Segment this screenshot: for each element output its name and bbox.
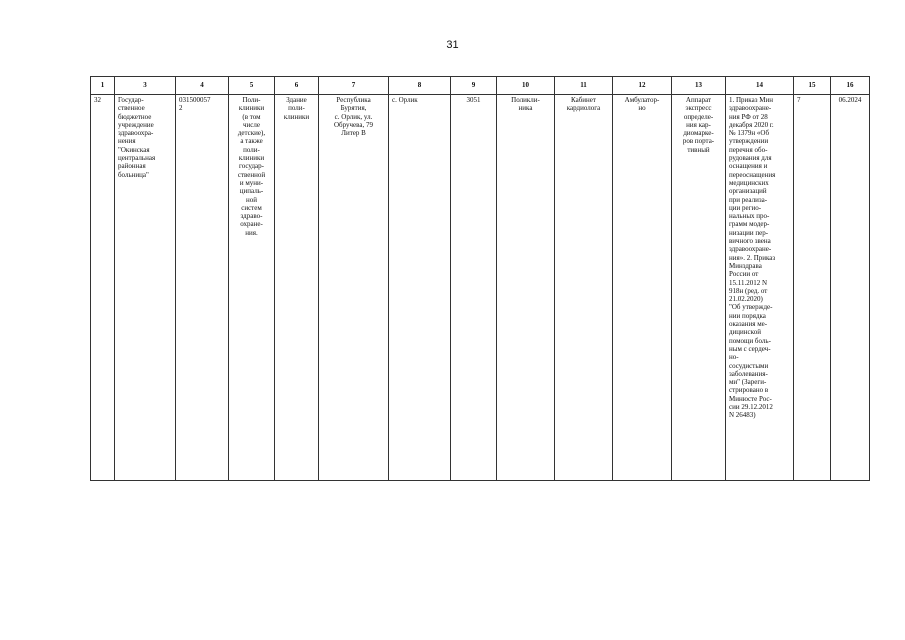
cell-line: организаций (729, 187, 767, 196)
cell-line: Республика (336, 96, 371, 104)
cell-line: перечня обо- (729, 145, 768, 154)
col-header: 7 (319, 77, 389, 95)
cell-line: (в том (242, 112, 261, 121)
col-header: 10 (497, 77, 555, 95)
cell-number (451, 95, 497, 481)
cell-line: здравоохране- (729, 245, 772, 254)
cell-line: Минюсте Рос- (729, 394, 772, 403)
cell-line: 32 (94, 96, 101, 104)
cell-line: 3051 (466, 96, 481, 104)
col-header: 13 (672, 77, 726, 95)
cell-line: низации пер- (729, 228, 769, 237)
cell-line: ципаль- (239, 187, 264, 196)
cell-care-mode (613, 95, 672, 481)
cell-line: клиники (238, 104, 265, 113)
cell-line: стрировано в (729, 386, 769, 395)
cell-line: Здание (286, 96, 307, 104)
cell-line: здравоохра- (118, 129, 154, 138)
cell-line: дицинской (729, 328, 761, 337)
cell-line: при реализа- (729, 195, 768, 204)
cell-line: районная (118, 162, 146, 171)
cell-line: ния». 2. Приказ (729, 253, 776, 262)
cell-line: клиники (238, 154, 265, 163)
cell-line: диомарке- (683, 129, 714, 138)
cell-line: 2 (179, 104, 183, 113)
cell-line: 1. Приказ Мин (729, 96, 773, 104)
cell-line: поли- (288, 104, 305, 113)
cell-line: числе (243, 120, 260, 129)
cell-line: медицинских (729, 178, 769, 187)
cell-line: нии порядка (729, 311, 766, 320)
col-header: 14 (726, 77, 794, 95)
cell-line: оснащения и (729, 162, 768, 171)
cell-department (497, 95, 555, 481)
cell-line: ния. (245, 228, 258, 237)
cell-line: нальных про- (729, 212, 770, 221)
cell-line: бюджетное (118, 112, 152, 121)
cell-code (176, 95, 229, 481)
cell-line: тивный (687, 145, 710, 154)
col-header: 12 (613, 77, 672, 95)
cell-line: оказания ме- (729, 320, 768, 329)
cell-line: ника (518, 104, 533, 113)
cell-line: здраво- (240, 212, 263, 221)
cell-line: декабря 2020 г. (729, 120, 774, 129)
cell-line: центральная (118, 154, 156, 163)
cell-line: поли- (243, 145, 260, 154)
cell-line: Поли- (242, 96, 261, 104)
registry-table (90, 76, 870, 481)
cell-line: клиники (283, 112, 310, 121)
cell-line: грамм модер- (729, 220, 770, 229)
cell-line: а также (240, 137, 263, 146)
col-header: 15 (794, 77, 831, 95)
cell-locality (389, 95, 451, 481)
cell-line: ми" (Зареги- (729, 378, 767, 387)
cell-line: рудования для (729, 154, 772, 163)
cell-date (831, 95, 870, 481)
col-header: 9 (451, 77, 497, 95)
cell-institution (115, 95, 176, 481)
cell-line: ным с сердеч- (729, 344, 771, 353)
cell-line: ственное (118, 104, 145, 113)
cell-line: сии 29.12.2012 (729, 402, 773, 411)
cell-line: 15.11.2012 N (729, 278, 768, 287)
cell-line: определе- (683, 112, 714, 121)
cell-line: 918н (ред. от (729, 286, 768, 295)
cell-line: здравоохране- (729, 104, 772, 113)
cell-line: России от (729, 270, 759, 279)
cell-line: ной (246, 195, 257, 204)
cell-line: ния РФ от 28 (729, 112, 768, 121)
cell-line: № 1379н «Об (729, 129, 770, 138)
cell-quantity (794, 95, 831, 481)
cell-building (275, 95, 319, 481)
cell-line: учреждение (118, 120, 154, 129)
cell-line: нения (118, 137, 136, 146)
cell-line: переоснащения (729, 170, 776, 179)
cell-line: 06.2024 (838, 96, 862, 104)
col-header: 4 (176, 77, 229, 95)
col-header: 6 (275, 77, 319, 95)
cell-line: с. Орлик, ул. (334, 112, 373, 121)
cell-line: "Об утвержде- (729, 303, 773, 312)
col-header: 5 (229, 77, 275, 95)
cell-line: утверждении (729, 137, 769, 146)
cell-line: больница" (118, 170, 149, 179)
col-header: 3 (115, 77, 176, 95)
page-number: 31 (446, 39, 459, 51)
col-header: 11 (555, 77, 613, 95)
col-header: 8 (389, 77, 451, 95)
cell-line: вичного звена (729, 237, 771, 246)
col-header: 1 (91, 77, 115, 95)
cell-line: Минздрава (729, 261, 762, 270)
cell-line: охране- (240, 220, 263, 229)
cell-room (555, 95, 613, 481)
cell-line: Литер В (341, 129, 366, 138)
cell-line: ственной (237, 170, 266, 179)
cell-line: Кабинет (571, 96, 596, 104)
cell-equipment (672, 95, 726, 481)
cell-line: сосудистыми (729, 361, 769, 370)
cell-line: детские), (237, 129, 266, 138)
cell-line: Аппарат (685, 96, 712, 104)
cell-line: 21.02.2020) (729, 295, 763, 304)
cell-line: и муни- (239, 178, 264, 187)
cell-line: кардиолога (566, 104, 601, 113)
cell-line: Амбулатор- (624, 96, 660, 104)
cell-line: N 26483) (729, 411, 756, 420)
cell-line: ров порта- (682, 137, 715, 146)
table-row (91, 95, 870, 481)
cell-line: систем (241, 203, 262, 212)
cell-facility-type (229, 95, 275, 481)
cell-line: ния кар- (686, 120, 711, 129)
cell-line: ции регио- (729, 203, 762, 212)
cell-line: Бурятия, (340, 104, 367, 113)
cell-line: 7 (797, 96, 801, 104)
cell-line: Обручева, 79 (334, 120, 373, 129)
cell-line: "Окинская (118, 145, 150, 154)
col-header: 16 (831, 77, 870, 95)
cell-line: но- (729, 353, 739, 362)
cell-line: но (638, 104, 646, 113)
cell-line: экспресс (685, 104, 712, 113)
cell-line: 031500057 (179, 96, 211, 104)
cell-line: Поликли- (511, 96, 540, 104)
header-row (91, 77, 870, 95)
cell-line: с. Орлик (392, 96, 418, 104)
cell-line: заболевания- (729, 369, 768, 378)
cell-line: Государ- (118, 96, 144, 104)
cell-address (319, 95, 389, 481)
cell-line: помощи боль- (729, 336, 771, 345)
cell-line: государ- (239, 162, 264, 171)
cell-row-number (91, 95, 115, 481)
cell-legal-basis (726, 95, 794, 481)
